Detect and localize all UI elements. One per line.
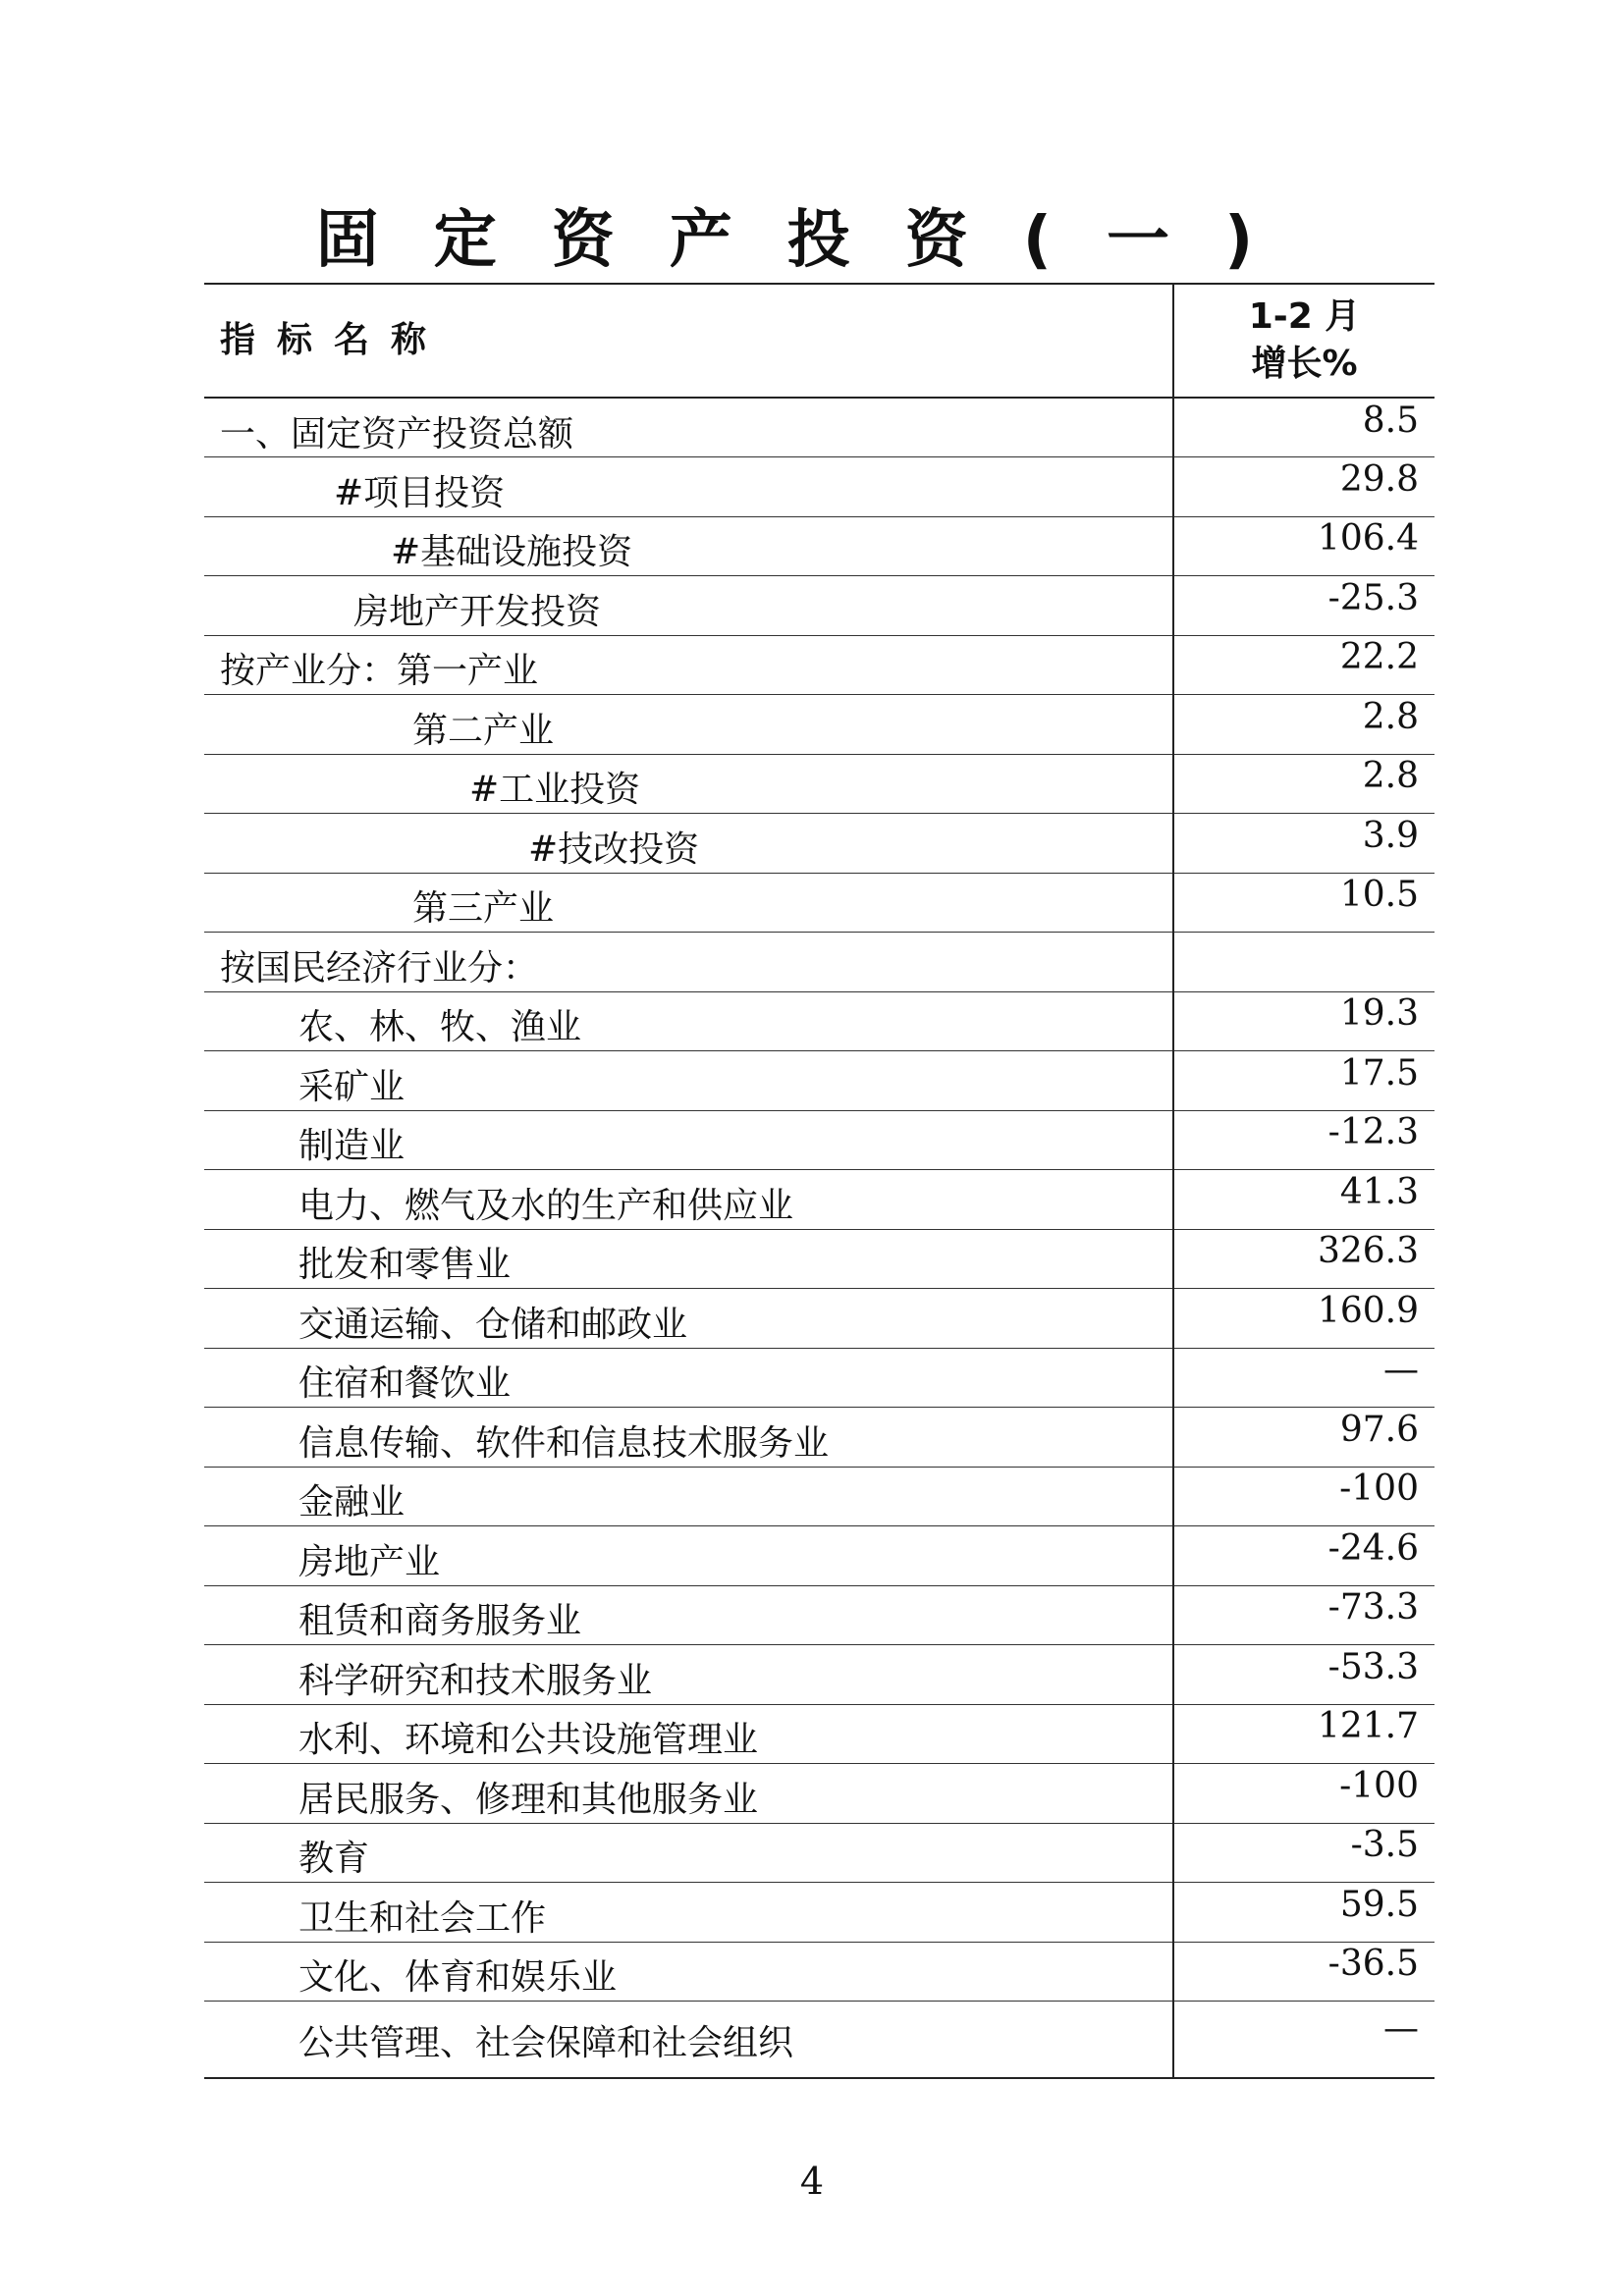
row-label: 制造业 [204,1110,1173,1170]
table-row [204,1408,1435,1468]
table-row [204,516,1435,576]
table-row [204,695,1435,755]
table-row [204,1526,1435,1586]
table-row [204,1110,1435,1170]
row-label: 卫生和社会工作 [204,1883,1173,1943]
row-value: 3.9 [1173,814,1435,874]
row-label: 第三产业 [204,873,1173,933]
row-value: 41.3 [1173,1170,1435,1230]
row-value: — [1173,2002,1435,2078]
row-value [1173,933,1435,992]
table-row [204,2002,1435,2078]
row-label: 信息传输、软件和信息技术服务业 [204,1408,1173,1468]
row-value: 29.8 [1173,457,1435,517]
column-header-period: 1-2 月 [1248,296,1361,337]
row-label: 租赁和商务服务业 [204,1585,1173,1645]
row-label: 房地产业 [204,1526,1173,1586]
table-row [204,754,1435,814]
page-number: 4 [799,2160,825,2203]
column-header-name: 指标名称 [204,284,1173,398]
table-header-row [204,284,1435,398]
row-value: -12.3 [1173,1110,1435,1170]
row-value: -73.3 [1173,1585,1435,1645]
row-label: 住宿和餐饮业 [204,1348,1173,1408]
table-row [204,1883,1435,1943]
statistics-table [204,283,1435,2079]
row-label: 居民服务、修理和其他服务业 [204,1764,1173,1824]
row-value: 17.5 [1173,1051,1435,1111]
row-label: 农、林、牧、渔业 [204,991,1173,1051]
row-value: 97.6 [1173,1408,1435,1468]
row-value: 106.4 [1173,516,1435,576]
row-value: 326.3 [1173,1229,1435,1289]
table-row [204,1764,1435,1824]
row-value: — [1173,1348,1435,1408]
column-header-unit: 增长% [1251,344,1358,384]
row-value: -25.3 [1173,576,1435,636]
table-row [204,1348,1435,1408]
row-value: -24.6 [1173,1526,1435,1586]
row-value: -53.3 [1173,1645,1435,1705]
row-value: 2.8 [1173,754,1435,814]
table-row [204,1823,1435,1883]
table-row [204,1704,1435,1764]
row-label: 第二产业 [204,695,1173,755]
row-value: 10.5 [1173,873,1435,933]
table-row [204,576,1435,636]
table-row [204,1942,1435,2002]
table-row [204,1645,1435,1705]
table-row [204,1585,1435,1645]
column-header-value [1173,284,1435,398]
row-value: -36.5 [1173,1942,1435,2002]
table-row [204,1467,1435,1526]
row-value: -100 [1173,1764,1435,1824]
table-row [204,635,1435,695]
row-value: -3.5 [1173,1823,1435,1883]
row-label: #工业投资 [204,754,1173,814]
row-label: 文化、体育和娱乐业 [204,1942,1173,2002]
row-value: 19.3 [1173,991,1435,1051]
row-label: #技改投资 [204,814,1173,874]
table-row [204,933,1435,992]
table-row [204,1170,1435,1230]
row-label: 批发和零售业 [204,1229,1173,1289]
row-label: 水利、环境和公共设施管理业 [204,1704,1173,1764]
table-row [204,1229,1435,1289]
row-label: 一、固定资产投资总额 [204,398,1173,457]
row-value: 121.7 [1173,1704,1435,1764]
row-value: -100 [1173,1467,1435,1526]
table-row [204,457,1435,517]
row-label: 教育 [204,1823,1173,1883]
table-row [204,991,1435,1051]
row-value: 8.5 [1173,398,1435,457]
row-label: 电力、燃气及水的生产和供应业 [204,1170,1173,1230]
table-row [204,1289,1435,1349]
table-row [204,814,1435,874]
row-label: 按产业分：第一产业 [204,635,1173,695]
table-row [204,398,1435,457]
row-label: #项目投资 [204,457,1173,517]
row-label: 科学研究和技术服务业 [204,1645,1173,1705]
row-label: 采矿业 [204,1051,1173,1111]
row-value: 2.8 [1173,695,1435,755]
row-value: 59.5 [1173,1883,1435,1943]
row-label: 金融业 [204,1467,1173,1526]
row-value: 160.9 [1173,1289,1435,1349]
page-title: 固定资产投资(一) [315,204,1309,277]
table-row [204,873,1435,933]
row-label: 按国民经济行业分： [204,933,1173,992]
row-label: 交通运输、仓储和邮政业 [204,1289,1173,1349]
table-row [204,1051,1435,1111]
row-label: 公共管理、社会保障和社会组织 [204,2002,1173,2078]
row-label: 房地产开发投资 [204,576,1173,636]
row-label: #基础设施投资 [204,516,1173,576]
row-value: 22.2 [1173,635,1435,695]
